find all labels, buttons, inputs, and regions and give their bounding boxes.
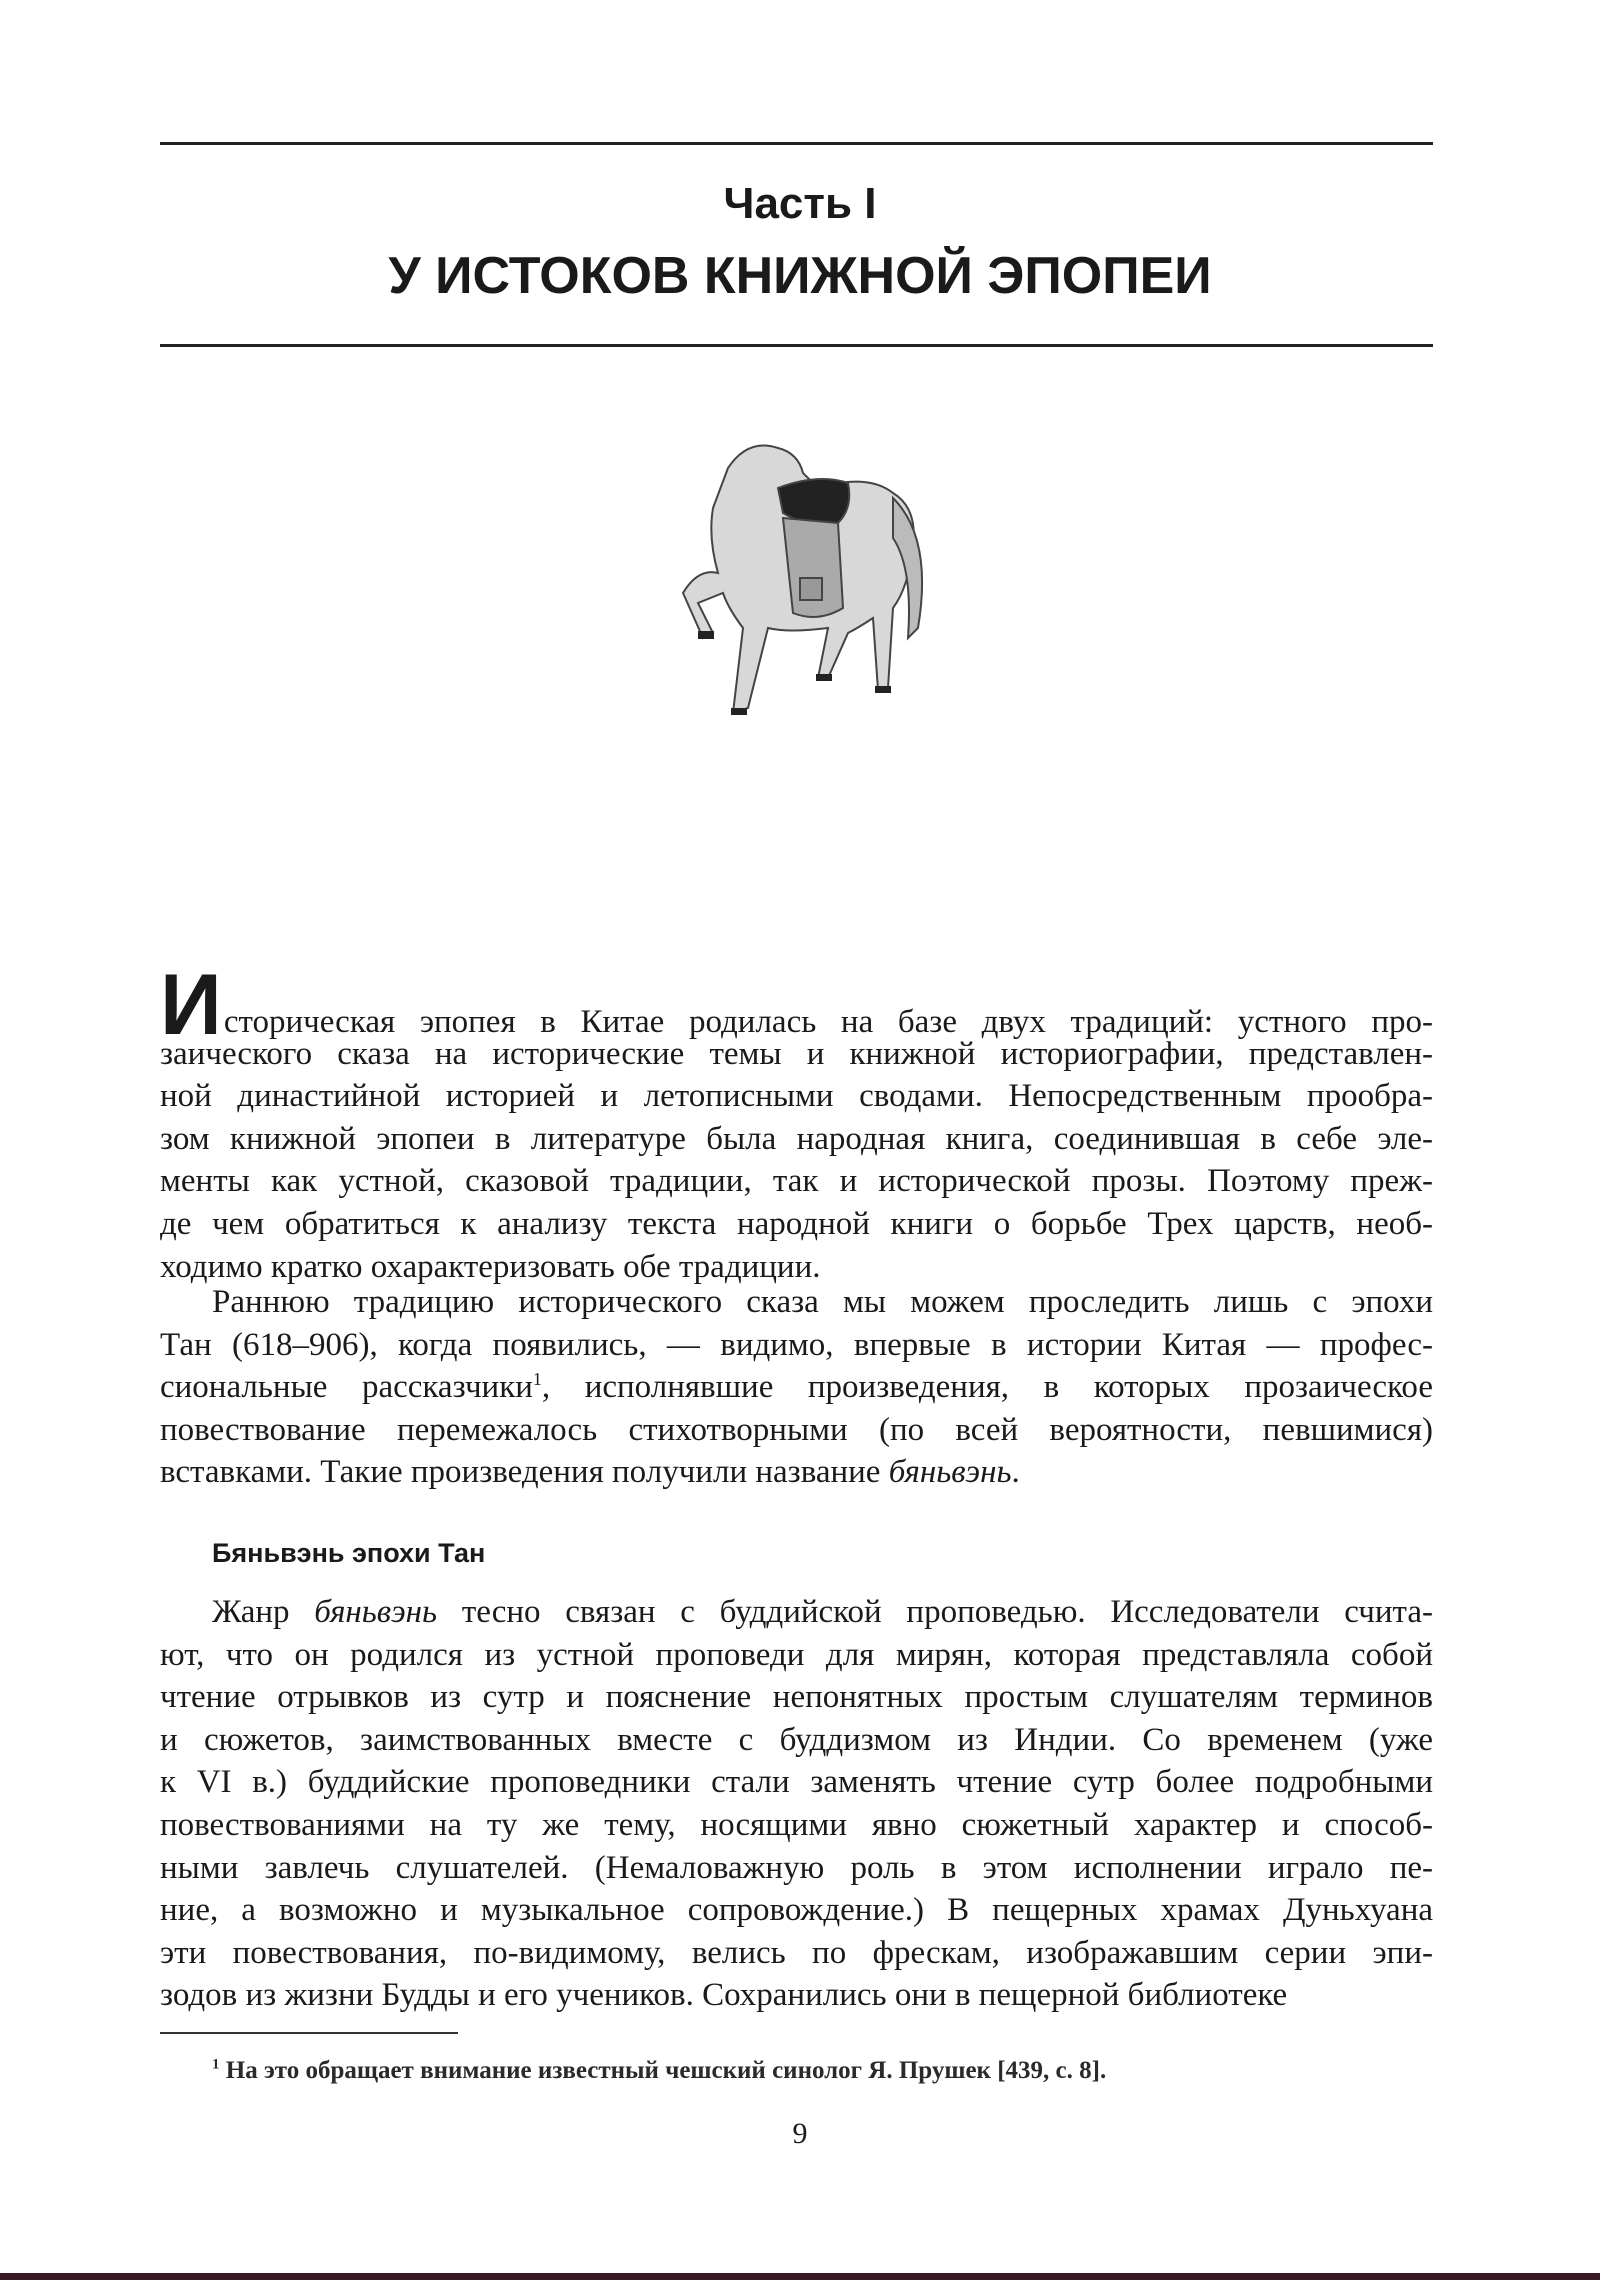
paragraph-1 [160, 957, 1433, 1288]
chapter-title: У ИСТОКОВ КНИЖНОЙ ЭПОПЕИ [388, 247, 1212, 305]
text-segment: тесно связан с буддийской проповедью. Исследователи счита- [437, 1594, 1433, 1630]
text-segment: Жанр [212, 1594, 315, 1630]
text-segment: ют, что он родился из устной проповеди для мирян, которая представляла собой [160, 1636, 1433, 1673]
title-bottom-rule [160, 344, 1433, 347]
text-segment: заического сказа на исторические темы и книжной историографии, представлен- [160, 1035, 1433, 1072]
drop-cap: И [160, 957, 222, 1053]
italic-term: бяньвэнь [888, 1454, 1012, 1491]
text-line [160, 1761, 1433, 1804]
text-line [160, 1203, 1433, 1246]
page-number: 9 [792, 2117, 808, 2150]
text-line [160, 1676, 1433, 1719]
text-line [160, 1451, 1433, 1494]
top-rule [160, 142, 1433, 145]
text-line [160, 1366, 1433, 1409]
text-segment: Раннюю традицию исторического сказа мы можем проследить лишь с эпохи [212, 1284, 1433, 1320]
text-segment: и сюжетов, заимствованных вместе с буддизмом из Индии. Со временем (уже [160, 1721, 1433, 1758]
footnote-marker: 1 [212, 2056, 220, 2073]
text-segment: . [1011, 1454, 1020, 1491]
text-line [160, 1932, 1433, 1975]
text-line [160, 1804, 1433, 1847]
text-line [160, 1634, 1433, 1677]
text-line [160, 1075, 1433, 1118]
text-segment: ходимо кратко охарактеризовать обе традиции. [160, 1248, 821, 1285]
text-segment: вставками. Такие произведения получили название [160, 1454, 889, 1491]
horse-illustration [668, 428, 938, 728]
footnote [212, 2054, 1106, 2088]
text-line [160, 1409, 1433, 1452]
part-label: Часть I [723, 179, 877, 228]
text-segment: ние, а возможно и музыкальное сопровождение.) В пещерных храмах Дуньхуана [160, 1892, 1433, 1929]
text-line [160, 1974, 1433, 2017]
text-segment: эти повествования, по-видимому, велись по фрескам, изображавшим серии эпи- [160, 1934, 1433, 1971]
text-line [160, 1847, 1433, 1890]
text-line [160, 1160, 1433, 1203]
text-segment: чтение отрывков из сутр и пояснение непонятных простым слушателям терминов [160, 1679, 1433, 1716]
footnote-divider [160, 2032, 458, 2034]
footnote-ref: 1 [532, 1369, 542, 1390]
text-line [160, 1033, 1433, 1076]
text-line [160, 1719, 1433, 1762]
text-line [160, 1281, 1433, 1324]
text-segment: ными завлечь слушателей. (Немаловажную роль в этом исполнении играло пе- [160, 1849, 1433, 1886]
text-segment: повествованиями на ту же тему, носящими явно сюжетный характер и способ- [160, 1806, 1433, 1843]
italic-term: бяньвэнь [314, 1594, 438, 1630]
text-segment: сторическая эпопея в Китае родилась на базе двух традиций: устного про- [223, 1004, 1433, 1040]
text-segment: зодов из жизни Будды и его учеников. Сохранились они в пещерной библиотеке [160, 1977, 1288, 2014]
text-line [160, 1324, 1433, 1367]
text-line [160, 1118, 1433, 1161]
text-segment: повествование перемежалось стихотворными (по всей вероятности, певшимися) [160, 1411, 1433, 1448]
text-line [160, 1591, 1433, 1634]
text-line [160, 1889, 1433, 1932]
section-heading: Бяньвэнь эпохи Тан [212, 1538, 486, 1568]
text-segment: Тан (618–906), когда появились, — видимо, впервые в истории Китая — профес- [160, 1326, 1433, 1363]
text-line [160, 957, 1433, 1053]
bottom-border [0, 2273, 1600, 2280]
text-segment: де чем обратиться к анализу текста народной книги о борьбе Трех царств, необ- [160, 1205, 1433, 1242]
text-segment: сиональные рассказчики [160, 1369, 533, 1406]
text-segment: менты как устной, сказовой традиции, так и исторической прозы. Поэтому преж- [160, 1163, 1433, 1200]
footnote-text: На это обращает внимание известный чешский синолог Я. Прушек [439, с. 8]. [225, 2057, 1107, 2084]
text-segment: , исполнявшие произведения, в которых прозаическое [541, 1369, 1433, 1406]
text-segment: ной династийной историей и летописными сводами. Непосредственным прообра- [160, 1078, 1433, 1115]
text-segment: зом книжной эпопеи в литературе была народная книга, соединившая в себе эле- [160, 1120, 1433, 1157]
paragraph-2 [160, 1281, 1433, 1494]
paragraph-3 [160, 1591, 1433, 2017]
text-segment: к VI в.) буддийские проповедники стали заменять чтение сутр более подробными [160, 1764, 1433, 1801]
